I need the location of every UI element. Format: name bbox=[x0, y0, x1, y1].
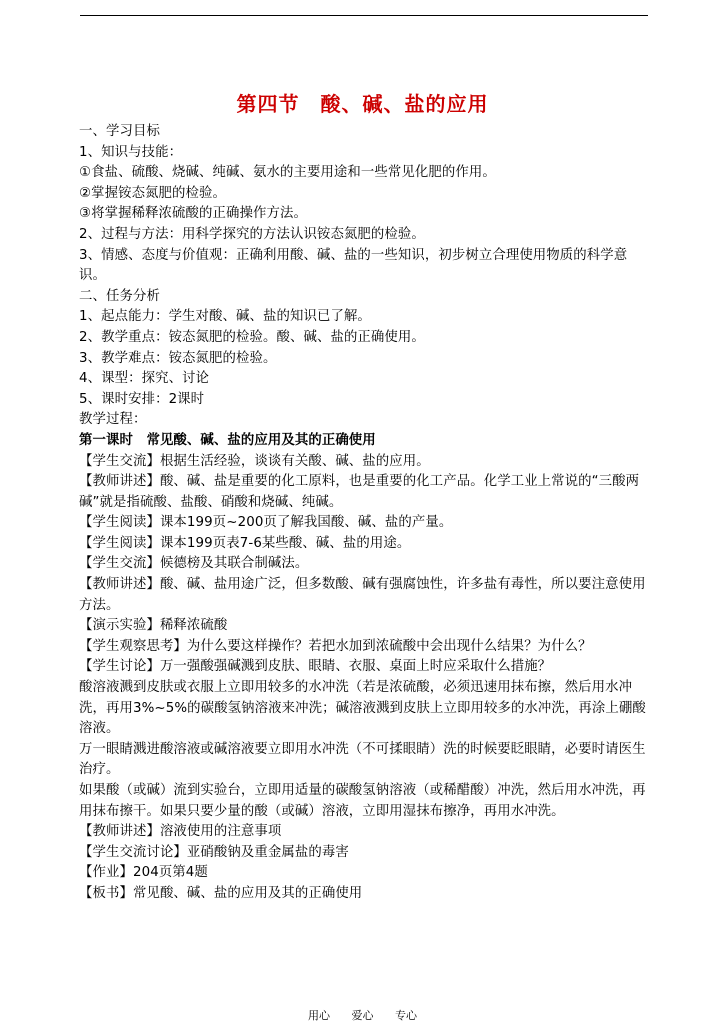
paragraph: 【学生交流】根据生活经验，谈谈有关酸、碱、盐的应用。 bbox=[79, 453, 430, 469]
paragraph: 【板书】常见酸、碱、盐的应用及其的正确使用 bbox=[79, 885, 363, 901]
paragraph: 2、教学重点：铵态氮肥的检验。酸、碱、盐的正确使用。 bbox=[79, 329, 425, 345]
section-heading-task-analysis: 二、任务分析 bbox=[79, 288, 160, 304]
paragraph: 4、课型：探究、讨论 bbox=[79, 371, 210, 387]
paragraph: 【学生交流讨论】亚硝酸钠及重金属盐的毒害 bbox=[79, 844, 349, 860]
paragraph: 【演示实验】稀释浓硫酸 bbox=[79, 618, 228, 634]
paragraph: ①食盐、硫酸、烧碱、纯碱、氨水的主要用途和一些常见化肥的作用。 bbox=[79, 165, 496, 181]
paragraph: 【教师讲述】酸、碱、盐是重要的化工原料，也是重要的化工产品。化学工业上常说的“三酸两碱”就是指硫酸、盐酸、硝酸和烧碱、纯碱。 bbox=[79, 474, 640, 510]
paragraph: 万一眼睛溅进酸溶液或碱溶液要立即用水冲洗（不可揉眼睛）洗的时候要眨眼睛，必要时请医生治疗。 bbox=[79, 741, 646, 778]
footer-text: 用心 bbox=[308, 1009, 330, 1022]
paragraph: 2、过程与方法：用科学探究的方法认识铵态氮肥的检验。 bbox=[79, 226, 425, 242]
paragraph: 【教师讲述】酸、碱、盐用途广泛，但多数酸、碱有强腐蚀性，许多盐有毒性，所以要注意使用方法。 bbox=[79, 577, 646, 613]
paragraph: 酸溶液溅到皮肤或衣服上立即用较多的水冲洗（若是浓硫酸，必须迅速用抹布擦，然后用水冲洗，再用3%~5%的碳酸氢钠溶液来冲洗；碱溶液溅到皮肤上立即用较多的水冲洗，再涂上硼酸溶液。 bbox=[79, 680, 646, 737]
page-title: 第四节 酸、碱、盐的应用 bbox=[236, 92, 489, 116]
paragraph: 【学生交流】候德榜及其联合制碱法。 bbox=[79, 556, 309, 572]
paragraph: 如果酸（或碱）流到实验台，立即用适量的碳酸氢钠溶液（或稀醋酸）冲洗，然后用水冲洗，再用抹布擦干。如果只要少量的酸（或碱）溶液，立即用湿抹布擦净，再用水冲洗。 bbox=[79, 783, 646, 819]
paragraph: 1、知识与技能： bbox=[79, 144, 183, 160]
document-body bbox=[79, 122, 649, 905]
lesson-heading: 第一课时 常见酸、碱、盐的应用及其的正确使用 bbox=[79, 432, 376, 448]
paragraph: 1、起点能力：学生对酸、碱、盐的知识已了解。 bbox=[79, 309, 371, 325]
paragraph: 【作业】204页第4题 bbox=[79, 865, 208, 881]
footer-text: 专心 bbox=[395, 1009, 417, 1022]
paragraph: 教学过程： bbox=[79, 412, 147, 428]
paragraph: 【学生观察思考】为什么要这样操作？若把水加到浓硫酸中会出现什么结果？为什么？ bbox=[79, 638, 592, 654]
paragraph: 5、课时安排：2课时 bbox=[79, 391, 205, 407]
paragraph: ③将掌握稀释浓硫酸的正确操作方法。 bbox=[79, 206, 307, 222]
footer-text: 爱心 bbox=[351, 1009, 374, 1022]
header-rule bbox=[80, 15, 648, 16]
section-heading-objectives: 一、学习目标 bbox=[79, 124, 160, 139]
paragraph: 3、教学难点：铵态氮肥的检验。 bbox=[79, 350, 277, 366]
page-footer bbox=[0, 1009, 725, 1023]
paragraph: ②掌握铵态氮肥的检验。 bbox=[79, 185, 227, 201]
paragraph: 3、情感、态度与价值观：正确利用酸、碱、盐的一些知识，初步树立合理使用物质的科学意识。 bbox=[79, 247, 628, 284]
paragraph: 【教师讲述】溶液使用的注意事项 bbox=[79, 824, 282, 840]
paragraph: 【学生阅读】课本199页表7-6某些酸、碱、盐的用途。 bbox=[79, 535, 411, 551]
paragraph: 【学生阅读】课本199页~200页了解我国酸、碱、盐的产量。 bbox=[79, 515, 453, 531]
paragraph: 【学生讨论】万一强酸强碱溅到皮肤、眼睛、衣服、桌面上时应采取什么措施？ bbox=[79, 659, 552, 675]
